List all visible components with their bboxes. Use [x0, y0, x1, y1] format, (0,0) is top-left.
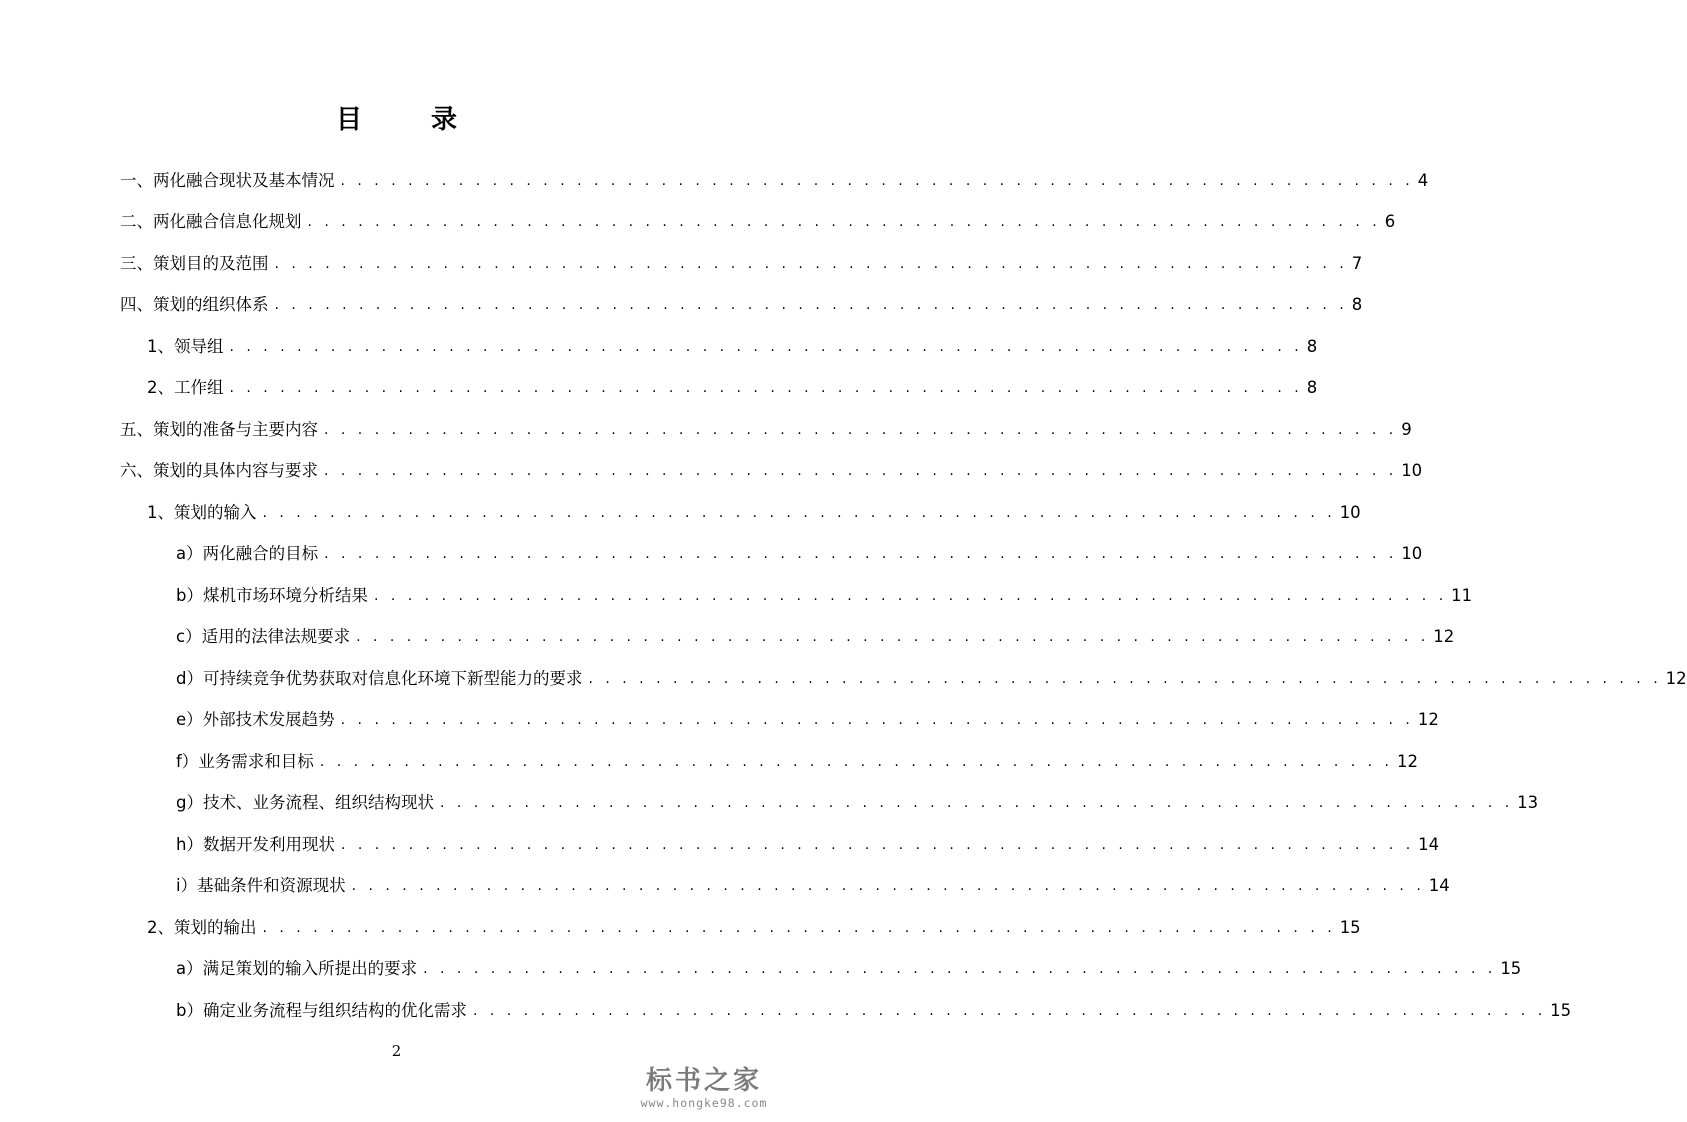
dot-leader: . . . . . . . . . . . . . . . . . . . . . . . . . . . . . . . . . . . . . . . . . . . . . . . . . . . . . . . . . . . . . . . .	[472, 1003, 1547, 1019]
toc-entry[interactable]	[176, 538, 1423, 570]
toc-entry-page: 7	[1351, 254, 1363, 273]
toc-entry[interactable]	[176, 663, 1687, 695]
toc-entry[interactable]	[147, 372, 1318, 404]
toc-entry-label: c）适用的法律法规要求	[176, 627, 351, 646]
dot-leader: . . . . . . . . . . . . . . . . . . . . . . . . . . . . . . . . . . . . . . . . . . . . . . . . . . . . . . . . . . . . . . . .	[319, 754, 1393, 770]
toc-entry-label: b）确定业务流程与组织结构的优化需求	[176, 1001, 467, 1020]
toc-entry[interactable]	[176, 870, 1450, 902]
toc-entry[interactable]	[176, 580, 1473, 612]
toc-entry[interactable]	[176, 621, 1455, 653]
toc-entry[interactable]	[120, 414, 1412, 446]
dot-leader: . . . . . . . . . . . . . . . . . . . . . . . . . . . . . . . . . . . . . . . . . . . . . . . . . . . . . . . . . . . . . . . .	[262, 505, 1336, 521]
toc-entry-page: 8	[1306, 337, 1318, 356]
dot-leader: . . . . . . . . . . . . . . . . . . . . . . . . . . . . . . . . . . . . . . . . . . . . . . . . . . . . . . . . . . . . . . . .	[588, 671, 1662, 687]
dot-leader: . . . . . . . . . . . . . . . . . . . . . . . . . . . . . . . . . . . . . . . . . . . . . . . . . . . . . . . . . . . . . . . .	[340, 712, 1414, 728]
toc-entry[interactable]	[120, 289, 1363, 321]
toc-entry-page: 15	[1550, 1001, 1572, 1020]
toc-entry-label: 1、策划的输入	[147, 503, 257, 522]
toc-entry-page: 8	[1351, 295, 1363, 314]
toc-entry-label: 2、策划的输出	[147, 918, 257, 937]
toc-entry-page: 12	[1397, 752, 1418, 771]
toc-entry-label: 六、策划的具体内容与要求	[120, 461, 318, 480]
toc-entry-page: 6	[1384, 212, 1396, 231]
dot-leader: . . . . . . . . . . . . . . . . . . . . . . . . . . . . . . . . . . . . . . . . . . . . . . . . . . . . . . . . . . . . . . . .	[423, 961, 1497, 977]
toc-entry[interactable]	[176, 704, 1439, 736]
toc-entry-page: 15	[1500, 959, 1522, 978]
toc-entry-label: 一、两化融合现状及基本情况	[120, 171, 335, 190]
toc-entry[interactable]	[120, 455, 1423, 487]
toc-entry-page: 15	[1339, 918, 1361, 937]
toc-entry-page: 10	[1339, 503, 1361, 522]
toc-entry[interactable]	[147, 331, 1318, 363]
toc-entry-label: h）数据开发利用现状	[176, 835, 335, 854]
toc-entry-label: 四、策划的组织体系	[120, 295, 269, 314]
toc-entry-page: 12	[1417, 710, 1439, 729]
dot-leader: . . . . . . . . . . . . . . . . . . . . . . . . . . . . . . . . . . . . . . . . . . . . . . . . . . . . . . . . . . . . . . . .	[373, 588, 1448, 604]
toc-entry[interactable]	[120, 165, 1429, 197]
toc-entry-page: 11	[1451, 586, 1473, 605]
dot-leader: . . . . . . . . . . . . . . . . . . . . . . . . . . . . . . . . . . . . . . . . . . . . . . . . . . . . . . . . . . . . . . . .	[307, 214, 1381, 230]
dot-leader: . . . . . . . . . . . . . . . . . . . . . . . . . . . . . . . . . . . . . . . . . . . . . . . . . . . . . . . . . . . . . . . .	[351, 878, 1425, 894]
toc-entry-page: 12	[1433, 627, 1455, 646]
dot-leader: . . . . . . . . . . . . . . . . . . . . . . . . . . . . . . . . . . . . . . . . . . . . . . . . . . . . . . . . . . . . . . . .	[356, 629, 1430, 645]
dot-leader: . . . . . . . . . . . . . . . . . . . . . . . . . . . . . . . . . . . . . . . . . . . . . . . . . . . . . . . . . . . . . . . .	[324, 546, 1398, 562]
dot-leader: . . . . . . . . . . . . . . . . . . . . . . . . . . . . . . . . . . . . . . . . . . . . . . . . . . . . . . . . . . . . . . . .	[324, 422, 1398, 438]
dot-leader: . . . . . . . . . . . . . . . . . . . . . . . . . . . . . . . . . . . . . . . . . . . . . . . . . . . . . . . . . . . . . . . .	[229, 339, 1303, 355]
dot-leader: . . . . . . . . . . . . . . . . . . . . . . . . . . . . . . . . . . . . . . . . . . . . . . . . . . . . . . . . . . . . . . . .	[274, 297, 1348, 313]
toc-entry-page: 4	[1417, 171, 1429, 190]
dot-leader: . . . . . . . . . . . . . . . . . . . . . . . . . . . . . . . . . . . . . . . . . . . . . . . . . . . . . . . . . . . . . . . .	[229, 380, 1303, 396]
watermark-logo: 标书之家	[645, 1066, 762, 1096]
watermark-url: www.hongke98.com	[640, 1096, 768, 1110]
toc-entry[interactable]	[176, 829, 1440, 861]
toc-entry-page: 8	[1306, 378, 1318, 397]
toc-entry-label: 五、策划的准备与主要内容	[120, 420, 318, 439]
toc-entry-label: f）业务需求和目标	[176, 752, 314, 771]
dot-leader: . . . . . . . . . . . . . . . . . . . . . . . . . . . . . . . . . . . . . . . . . . . . . . . . . . . . . . . . . . . . . . . .	[340, 173, 1414, 189]
toc-entry-label: a）满足策划的输入所提出的要求	[176, 959, 418, 978]
toc-entry-label: 1、领导组	[147, 337, 224, 356]
toc-entry[interactable]	[147, 497, 1361, 529]
dot-leader: . . . . . . . . . . . . . . . . . . . . . . . . . . . . . . . . . . . . . . . . . . . . . . . . . . . . . . . . . . . . . . . .	[439, 795, 1514, 811]
dot-leader: . . . . . . . . . . . . . . . . . . . . . . . . . . . . . . . . . . . . . . . . . . . . . . . . . . . . . . . . . . . . . . . .	[274, 256, 1348, 272]
toc-entry-page: 14	[1418, 835, 1440, 854]
toc-entry-label: g）技术、业务流程、组织结构现状	[176, 793, 434, 812]
watermark	[629, 1066, 779, 1110]
toc-entry[interactable]	[176, 787, 1539, 819]
toc-entry[interactable]	[120, 206, 1396, 238]
toc-entry[interactable]	[176, 746, 1418, 778]
page-number: 2	[391, 1042, 402, 1060]
toc-entry-page: 13	[1517, 793, 1539, 812]
toc-title: 目 录	[335, 105, 488, 135]
toc-entry[interactable]	[176, 995, 1572, 1027]
toc-entry-label: 二、两化融合信息化规划	[120, 212, 302, 231]
toc-entry-label: b）煤机市场环境分析结果	[176, 586, 368, 605]
toc-entry[interactable]	[147, 912, 1361, 944]
toc-entry[interactable]	[176, 953, 1522, 985]
toc-entry[interactable]	[120, 248, 1363, 280]
toc-entry-page: 14	[1428, 876, 1450, 895]
toc-entry-page: 10	[1401, 461, 1423, 480]
toc-entry-label: 2、工作组	[147, 378, 224, 397]
toc-entry-page: 9	[1401, 420, 1412, 439]
toc-entry-label: d）可持续竞争优势获取对信息化环境下新型能力的要求	[176, 669, 583, 688]
toc-entry-page: 10	[1401, 544, 1423, 563]
dot-leader: . . . . . . . . . . . . . . . . . . . . . . . . . . . . . . . . . . . . . . . . . . . . . . . . . . . . . . . . . . . . . . . .	[340, 837, 1415, 853]
toc-entry-label: i）基础条件和资源现状	[176, 876, 346, 895]
dot-leader: . . . . . . . . . . . . . . . . . . . . . . . . . . . . . . . . . . . . . . . . . . . . . . . . . . . . . . . . . . . . . . . .	[262, 920, 1336, 936]
toc-entry-label: a）两化融合的目标	[176, 544, 319, 563]
dot-leader: . . . . . . . . . . . . . . . . . . . . . . . . . . . . . . . . . . . . . . . . . . . . . . . . . . . . . . . . . . . . . . . .	[324, 463, 1398, 479]
toc-entry-page: 12	[1665, 669, 1687, 688]
toc-entry-label: e）外部技术发展趋势	[176, 710, 335, 729]
toc-entry-label: 三、策划目的及范围	[120, 254, 269, 273]
